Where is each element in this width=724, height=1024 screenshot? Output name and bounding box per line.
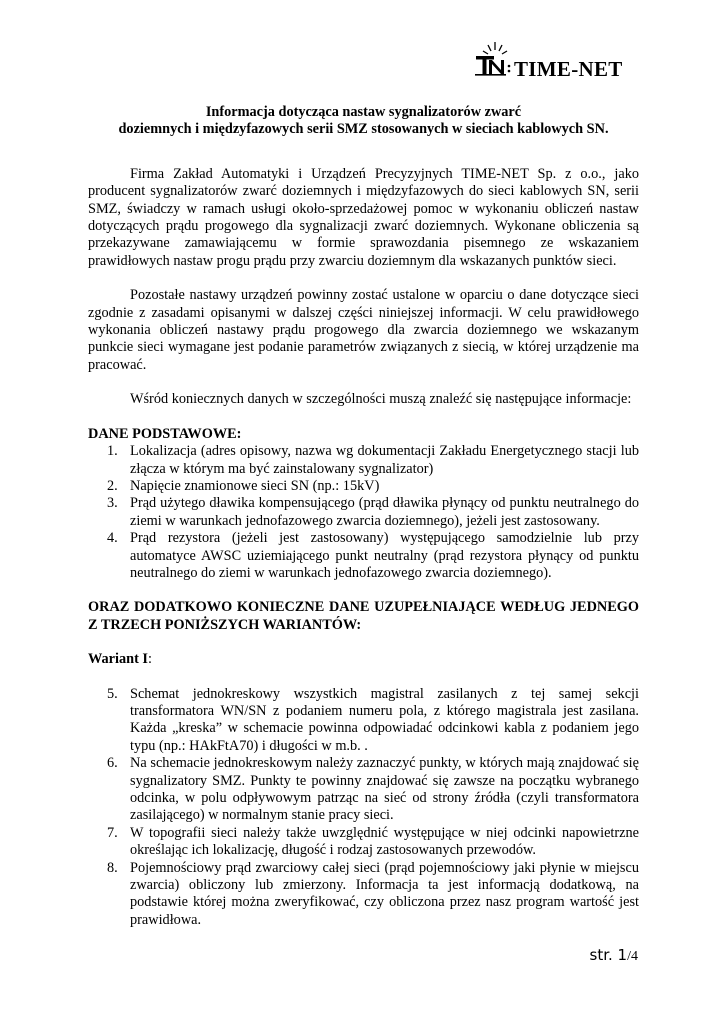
tn-logo-mark-icon [474, 40, 514, 80]
paragraph-settings: Pozostałe nastawy urządzeń powinny zostać ustalone w oparciu o dane dotyczące sieci zgodnie z zasadami opisanymi w dalszej części niniejszej informacji. W celu prawidłowego wykonania obliczeń nastawy prądu progowego dla zwarcia doziemnego we wskazanym punkcie sieci wymagane jest podanie parametrów związanych z siecią, w której urządzenie ma pracować. [88, 287, 639, 373]
paragraph-required-data: Wśród koniecznych danych w szczególności muszą znaleźć się następujące informacje: [130, 391, 632, 408]
page-number: str. 1/4 [589, 946, 638, 964]
list-item: 8. Pojemnościowy prąd zwarciowy całej sieci (prąd pojemnościowy jaki płynie w miejscu zwarcia) obliczony lub zmierzony. Informacja ta jest informacją dodatkową, na podstawie której można zweryfikować, czy obliczona przez nasz program wartość jest prawidłowa. [107, 859, 639, 928]
list-item: 7. W topografii sieci należy także uwzględnić występujące w niej odcinki napowietrzne określając ich lokalizację, długość i rodzaj zastosowanych przewodów. [107, 824, 639, 859]
wariant-list [88, 686, 639, 930]
list-item: 5. Schemat jednokreskowy wszystkich magistral zasilanych z tej samej sekcji transformatora WN/SN z podaniem numeru pola, z którego magistrala jest zasilana. Każda „kreska” w schemacie powinna odpowiadać odcinkowi kabla z podaniem jego typu (np.: HAkFtA70) i długości w m.b. . [107, 685, 639, 754]
list-item: 3. Prąd użytego dławika kompensującego (prąd dławika płynący od punktu neutralnego do ziemi w warunkach jednofazowego zwarcia doziemnego), jeżeli jest zastosowany. [107, 495, 639, 529]
paragraph-intro: Firma Zakład Automatyki i Urządzeń Precyzyjnych TIME-NET Sp. z o.o., jako producent sygnalizatorów zwarć doziemnych i międzyfazowych do sieci kablowych SN, serii SMZ, świadczy w ramach usługi około-sprzedażowej pomoc w wykonaniu obliczeń nastaw dotyczących prądu progowego dla sygnalizacji zwarć doziemnych. Wykonane obliczenia są przekazywane zamawiającemu w formie sprawozdania pisemnego ze wskazaniem prawidłowych nastaw progu prądu przy zwarciu doziemnym dla wskazanych punktów sieci. [88, 165, 639, 269]
list-item: 4. Prąd rezystora (jeżeli jest zastosowany) występującego samodzielnie lub przy automatyce AWSC uziemiającego punkt neutralny (prąd rezystora płynący od punktu neutralnego do ziemi w warunkach jednofazowego zwarcia doziemnego). [107, 530, 639, 581]
list-item: 2. Napięcie znamionowe sieci SN (np.: 15kV) [107, 477, 380, 494]
dane-podstawowe-list [88, 443, 639, 582]
logo-text: TIME-NET [514, 57, 623, 81]
wariant-heading: Wariant I: [88, 651, 152, 668]
title-line-1: Informacja dotycząca nastaw sygnalizatorów zwarć [205, 104, 522, 120]
document-title [88, 104, 639, 139]
dane-podstawowe-heading: DANE PODSTAWOWE: [88, 425, 242, 442]
document-body [88, 104, 639, 946]
title-line-2: doziemnych i międzyfazowych serii SMZ stosowanych w sieciach kablowych SN. [118, 121, 609, 138]
list-item: 6. Na schemacie jednokreskowym należy zaznaczyć punkty, w których mają znajdować się sygnalizatory SMZ. Punkty te powinny znajdować się zawsze na początku wybranego odcinka, w polu odpływowym patrząc na sieć od strony źródła (czyli transformatora zasilającego) w normalnym stanie pracy sieci. [107, 755, 639, 824]
oraz-heading: ORAZ DODATKOWO KONIECZNE DANE UZUPEŁNIAJĄCE WEDŁUG JEDNEGO Z TRZECH PONIŻSZYCH WARIANTÓW: [88, 599, 639, 633]
company-logo [474, 40, 644, 80]
list-item: 1. Lokalizacja (adres opisowy, nazwa wg dokumentacji Zakładu Energetycznego stacji lub złącza w którym ma być zainstalowany sygnalizator) [107, 443, 639, 477]
